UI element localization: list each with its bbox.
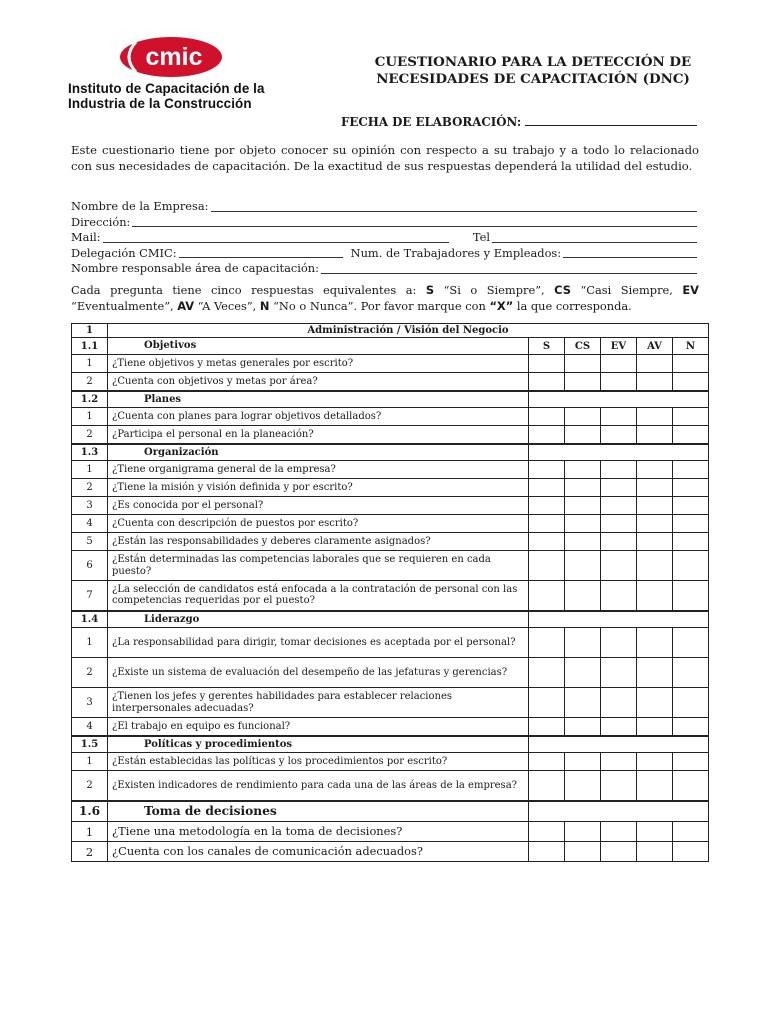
legend-s-code: S — [425, 283, 435, 297]
company-form — [71, 199, 699, 277]
legend-instruction-end: la que corresponda. — [516, 298, 632, 313]
section-header-row — [72, 324, 709, 338]
logo-mark — [68, 34, 283, 80]
legend-cs-code: CS — [554, 283, 571, 297]
delegacion-row — [71, 246, 699, 262]
subsection-title: Planes — [108, 391, 529, 408]
header-spacer — [673, 801, 709, 822]
answer-cell-cs[interactable] — [565, 461, 601, 479]
responsable-field[interactable] — [321, 263, 697, 274]
subsection-number: 1.6 — [72, 801, 108, 822]
subsection-header-row — [72, 736, 709, 753]
answer-cell-s[interactable] — [529, 753, 565, 771]
fecha-label: FECHA DE ELABORACIÓN: — [341, 115, 522, 129]
legend-n-code: N — [259, 298, 270, 313]
answer-cell-av[interactable] — [637, 533, 673, 551]
answer-cell-cs[interactable] — [565, 373, 601, 391]
answer-cell-av[interactable] — [637, 515, 673, 533]
answer-cell-s[interactable] — [529, 373, 565, 391]
delegacion-field[interactable] — [179, 247, 343, 258]
answer-cell-n[interactable] — [673, 408, 709, 426]
answer-cell-n[interactable] — [673, 842, 709, 862]
responsable-label: Nombre responsable área de capacitación: — [71, 261, 319, 275]
header-spacer — [601, 736, 637, 753]
question-number: 2 — [72, 479, 108, 497]
question-number: 2 — [72, 373, 108, 391]
question-number: 1 — [72, 461, 108, 479]
answer-cell-s[interactable] — [529, 822, 565, 842]
title-line2: NECESIDADES DE CAPACITACIÓN (DNC) — [376, 71, 690, 87]
answer-cell-av[interactable] — [637, 373, 673, 391]
answer-cell-cs[interactable] — [565, 771, 601, 801]
answer-cell-ev[interactable] — [601, 533, 637, 551]
answer-cell-n[interactable] — [673, 822, 709, 842]
question-text: ¿Cuenta con planes para lograr objetivos detallados? — [108, 408, 529, 426]
question-row — [72, 515, 709, 533]
answer-cell-ev[interactable] — [601, 461, 637, 479]
question-text: ¿Participa el personal en la planeación? — [108, 426, 529, 444]
intro-paragraph: Este cuestionario tiene por objeto conocer su opinión con respecto a su trabajo y a todo lo relacionado con sus necesidades de capacitación. De la exactitud de sus respuestas dependerá la utilidad del estudio. — [71, 143, 699, 173]
header-spacer — [565, 444, 601, 461]
answer-cell-s[interactable] — [529, 426, 565, 444]
answer-cell-ev[interactable] — [601, 658, 637, 688]
answer-cell-cs[interactable] — [565, 408, 601, 426]
question-row — [72, 497, 709, 515]
answer-cell-s[interactable] — [529, 533, 565, 551]
answer-cell-n[interactable] — [673, 373, 709, 391]
answer-cell-ev[interactable] — [601, 479, 637, 497]
answer-cell-s[interactable] — [529, 658, 565, 688]
question-number: 7 — [72, 581, 108, 611]
answer-cell-ev[interactable] — [601, 497, 637, 515]
answer-cell-ev[interactable] — [601, 771, 637, 801]
trabajadores-label: Num. de Trabajadores y Empleados: — [350, 245, 562, 260]
question-number: 5 — [72, 533, 108, 551]
answer-cell-n[interactable] — [673, 718, 709, 736]
answer-cell-cs[interactable] — [565, 533, 601, 551]
subsection-header-row — [72, 338, 709, 355]
question-number: 1 — [72, 753, 108, 771]
header-spacer — [637, 391, 673, 408]
subsection-number: 1.3 — [72, 444, 108, 461]
subsection-title: Liderazgo — [108, 611, 529, 628]
question-row — [72, 426, 709, 444]
mail-row — [71, 230, 699, 246]
answer-cell-n[interactable] — [673, 497, 709, 515]
question-row — [72, 658, 709, 688]
column-header: EV — [601, 338, 637, 355]
cmic-logo — [68, 34, 283, 111]
subsection-header-row — [72, 611, 709, 628]
tel-field[interactable] — [492, 232, 697, 243]
answer-cell-ev[interactable] — [601, 515, 637, 533]
question-text: ¿La selección de candidatos está enfocada a la contratación de personal con las competencias requeridas por el puesto? — [108, 581, 529, 611]
header-spacer — [637, 801, 673, 822]
subsection-header-row — [72, 444, 709, 461]
answer-cell-s[interactable] — [529, 515, 565, 533]
legend-x-mark: “X” — [489, 298, 514, 313]
fecha-elaboracion — [341, 115, 697, 129]
answer-cell-av[interactable] — [637, 426, 673, 444]
question-text: ¿Tiene una metodología en la toma de decisiones? — [108, 822, 529, 842]
question-number: 3 — [72, 497, 108, 515]
answer-cell-ev[interactable] — [601, 842, 637, 862]
answer-cell-ev[interactable] — [601, 408, 637, 426]
column-header: CS — [565, 338, 601, 355]
answer-cell-n[interactable] — [673, 688, 709, 718]
answer-cell-cs[interactable] — [565, 497, 601, 515]
answer-cell-s[interactable] — [529, 497, 565, 515]
answer-cell-cs[interactable] — [565, 479, 601, 497]
question-text: ¿Existen indicadores de rendimiento para cada una de las áreas de la empresa? — [108, 771, 529, 801]
answer-cell-cs[interactable] — [565, 753, 601, 771]
section-title: Administración / Visión del Negocio — [108, 324, 709, 338]
header-spacer — [673, 444, 709, 461]
question-row — [72, 408, 709, 426]
direccion-row — [71, 215, 699, 231]
fecha-field[interactable] — [525, 115, 697, 126]
question-row — [72, 842, 709, 862]
question-row — [72, 533, 709, 551]
question-text: ¿Tiene objetivos y metas generales por escrito? — [108, 355, 529, 373]
legend-n-text: “No o Nunca”. — [273, 298, 358, 313]
header-spacer — [601, 611, 637, 628]
legend-ev-code: EV — [682, 283, 699, 297]
header-spacer — [673, 736, 709, 753]
question-text: ¿Están establecidas las políticas y los procedimientos por escrito? — [108, 753, 529, 771]
answer-cell-n[interactable] — [673, 515, 709, 533]
subsection-title: Organización — [108, 444, 529, 461]
question-row — [72, 771, 709, 801]
answer-cell-av[interactable] — [637, 551, 673, 581]
question-number: 3 — [72, 688, 108, 718]
answer-cell-cs[interactable] — [565, 628, 601, 658]
answer-cell-n[interactable] — [673, 771, 709, 801]
question-text: ¿La responsabilidad para dirigir, tomar decisiones es aceptada por el personal? — [108, 628, 529, 658]
question-text: ¿Están determinadas las competencias laborales que se requieren en cada puesto? — [108, 551, 529, 581]
answer-cell-cs[interactable] — [565, 551, 601, 581]
trabajadores-field[interactable] — [563, 247, 697, 258]
answer-cell-av[interactable] — [637, 771, 673, 801]
question-number: 1 — [72, 822, 108, 842]
answer-cell-ev[interactable] — [601, 822, 637, 842]
subsection-number: 1.1 — [72, 338, 108, 355]
header-spacer — [637, 736, 673, 753]
question-number: 6 — [72, 551, 108, 581]
answer-cell-s[interactable] — [529, 551, 565, 581]
direccion-label: Dirección: — [71, 214, 131, 229]
subsection-number: 1.5 — [72, 736, 108, 753]
answer-cell-ev[interactable] — [601, 426, 637, 444]
answer-cell-cs[interactable] — [565, 581, 601, 611]
document-title — [348, 54, 718, 88]
answer-cell-s[interactable] — [529, 479, 565, 497]
header-spacer — [529, 391, 565, 408]
question-text: ¿Es conocida por el personal? — [108, 497, 529, 515]
question-number: 4 — [72, 718, 108, 736]
header-spacer — [637, 611, 673, 628]
question-row — [72, 551, 709, 581]
answer-cell-av[interactable] — [637, 822, 673, 842]
subsection-header-row — [72, 391, 709, 408]
answer-cell-s[interactable] — [529, 688, 565, 718]
question-text: ¿Cuenta con los canales de comunicación adecuados? — [108, 842, 529, 862]
answer-cell-n[interactable] — [673, 533, 709, 551]
question-number: 1 — [72, 408, 108, 426]
column-header: S — [529, 338, 565, 355]
org-name-line2: Industria de la Construcción — [68, 95, 252, 111]
empresa-row — [71, 199, 699, 215]
answer-cell-av[interactable] — [637, 355, 673, 373]
header-spacer — [565, 736, 601, 753]
answer-cell-cs[interactable] — [565, 822, 601, 842]
header-spacer — [673, 611, 709, 628]
header-spacer — [601, 801, 637, 822]
answer-cell-cs[interactable] — [565, 658, 601, 688]
question-row — [72, 461, 709, 479]
question-row — [72, 822, 709, 842]
question-number: 1 — [72, 355, 108, 373]
question-text: ¿Tiene organigrama general de la empresa? — [108, 461, 529, 479]
question-row — [72, 628, 709, 658]
answer-cell-av[interactable] — [637, 658, 673, 688]
header-spacer — [673, 391, 709, 408]
answer-cell-n[interactable] — [673, 628, 709, 658]
question-row — [72, 373, 709, 391]
question-number: 2 — [72, 842, 108, 862]
question-text: ¿El trabajo en equipo es funcional? — [108, 718, 529, 736]
subsection-title: Toma de decisiones — [108, 801, 529, 822]
question-number: 4 — [72, 515, 108, 533]
subsection-title: Objetivos — [108, 338, 529, 355]
question-row — [72, 479, 709, 497]
answer-cell-s[interactable] — [529, 408, 565, 426]
answer-cell-cs[interactable] — [565, 718, 601, 736]
column-header: AV — [637, 338, 673, 355]
question-number: 1 — [72, 628, 108, 658]
legend-s-text: “Si o Siempre”, — [443, 283, 545, 297]
subsection-header-row — [72, 801, 709, 822]
question-text: ¿Tienen los jefes y gerentes habilidades para establecer relaciones interpersonales adecuadas? — [108, 688, 529, 718]
question-row — [72, 581, 709, 611]
legend-instruction: Por favor marque con — [360, 298, 486, 313]
answer-cell-av[interactable] — [637, 628, 673, 658]
question-text: ¿Existe un sistema de evaluación del desempeño de las jefaturas y gerencias? — [108, 658, 529, 688]
answer-cell-cs[interactable] — [565, 515, 601, 533]
legend-ev-text: “Eventualmente”, — [71, 298, 174, 313]
answer-cell-ev[interactable] — [601, 688, 637, 718]
delegacion-label: Delegación CMIC: — [71, 245, 177, 260]
question-text: ¿Tiene la misión y visión definida y por escrito? — [108, 479, 529, 497]
header-spacer — [529, 736, 565, 753]
cmic-logo-graphic — [118, 34, 228, 80]
column-header: N — [673, 338, 709, 355]
header-spacer — [565, 611, 601, 628]
legend-intro: Cada pregunta tiene cinco respuestas equivalentes a: — [71, 283, 417, 297]
answer-cell-cs[interactable] — [565, 355, 601, 373]
answer-cell-n[interactable] — [673, 551, 709, 581]
answer-cell-av[interactable] — [637, 497, 673, 515]
header-spacer — [529, 801, 565, 822]
question-row — [72, 753, 709, 771]
question-row — [72, 688, 709, 718]
answer-cell-av[interactable] — [637, 718, 673, 736]
questionnaire-table — [71, 323, 709, 862]
questionnaire-body — [72, 324, 709, 862]
header-spacer — [601, 391, 637, 408]
answer-cell-cs[interactable] — [565, 688, 601, 718]
answer-cell-av[interactable] — [637, 408, 673, 426]
legend-cs-text: “Casi Siempre, — [580, 283, 673, 297]
mail-field[interactable] — [103, 232, 449, 243]
header-spacer — [601, 444, 637, 461]
legend-av-text: “A Veces”, — [197, 298, 257, 313]
org-name-line1: Instituto de Capacitación de la — [68, 81, 265, 96]
answer-cell-ev[interactable] — [601, 373, 637, 391]
question-row — [72, 718, 709, 736]
answer-cell-cs[interactable] — [565, 426, 601, 444]
answer-cell-ev[interactable] — [601, 551, 637, 581]
answer-cell-n[interactable] — [673, 479, 709, 497]
answer-cell-cs[interactable] — [565, 842, 601, 862]
legend-av-code: AV — [177, 298, 195, 313]
answer-cell-av[interactable] — [637, 581, 673, 611]
answer-cell-av[interactable] — [637, 688, 673, 718]
answer-cell-s[interactable] — [529, 461, 565, 479]
answer-cell-s[interactable] — [529, 718, 565, 736]
header-spacer — [529, 444, 565, 461]
header-spacer — [565, 801, 601, 822]
subsection-number: 1.2 — [72, 391, 108, 408]
answer-cell-n[interactable] — [673, 461, 709, 479]
subsection-number: 1.4 — [72, 611, 108, 628]
answer-cell-n[interactable] — [673, 658, 709, 688]
direccion-field[interactable] — [132, 216, 697, 227]
header-spacer — [637, 444, 673, 461]
logo-mark-text: cmic — [145, 43, 203, 71]
answer-cell-n[interactable] — [673, 581, 709, 611]
question-number: 2 — [72, 426, 108, 444]
question-text: ¿Cuenta con descripción de puestos por escrito? — [108, 515, 529, 533]
answer-cell-ev[interactable] — [601, 581, 637, 611]
question-text: ¿Están las responsabilidades y deberes claramente asignados? — [108, 533, 529, 551]
title-line1: CUESTIONARIO PARA LA DETECCIÓN DE — [374, 54, 692, 70]
responsable-row — [71, 261, 699, 277]
question-number: 2 — [72, 658, 108, 688]
answer-cell-ev[interactable] — [601, 753, 637, 771]
answer-cell-av[interactable] — [637, 461, 673, 479]
tel-label: Tel — [472, 230, 490, 244]
answer-cell-av[interactable] — [637, 842, 673, 862]
answer-cell-ev[interactable] — [601, 718, 637, 736]
org-name — [68, 82, 283, 111]
answer-cell-av[interactable] — [637, 753, 673, 771]
subsection-title: Políticas y procedimientos — [108, 736, 529, 753]
answer-cell-ev[interactable] — [601, 628, 637, 658]
mail-label: Mail: — [71, 230, 101, 244]
answer-cell-s[interactable] — [529, 581, 565, 611]
answer-cell-s[interactable] — [529, 842, 565, 862]
answer-cell-s[interactable] — [529, 771, 565, 801]
answer-cell-s[interactable] — [529, 355, 565, 373]
answer-cell-n[interactable] — [673, 426, 709, 444]
empresa-field[interactable] — [211, 201, 698, 212]
question-text: ¿Cuenta con objetivos y metas por área? — [108, 373, 529, 391]
section-number: 1 — [72, 324, 108, 338]
answer-cell-s[interactable] — [529, 628, 565, 658]
header-spacer — [529, 611, 565, 628]
answer-cell-ev[interactable] — [601, 355, 637, 373]
answer-cell-av[interactable] — [637, 479, 673, 497]
answer-legend — [71, 283, 699, 314]
header-spacer — [565, 391, 601, 408]
question-number: 2 — [72, 771, 108, 801]
answer-cell-n[interactable] — [673, 355, 709, 373]
question-row — [72, 355, 709, 373]
empresa-label: Nombre de la Empresa: — [71, 199, 209, 213]
answer-cell-n[interactable] — [673, 753, 709, 771]
